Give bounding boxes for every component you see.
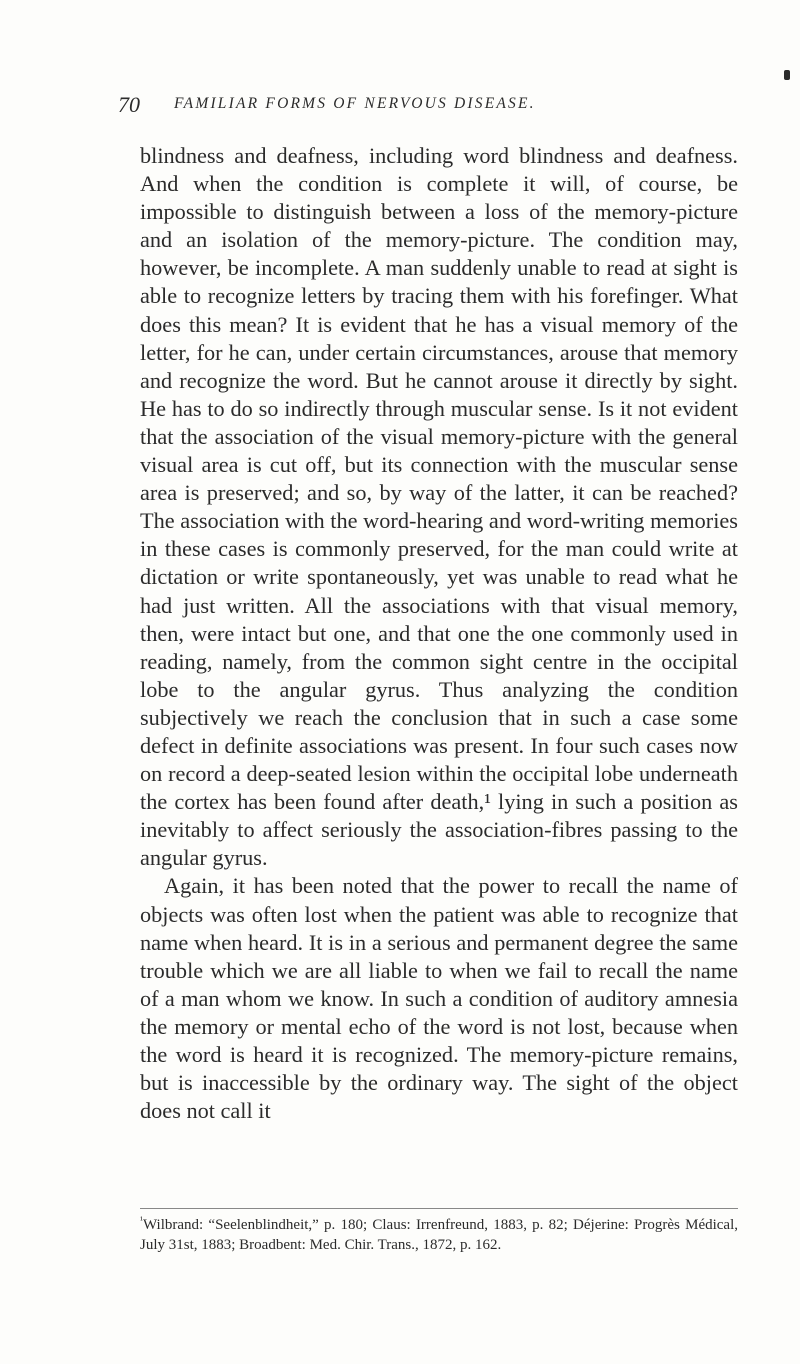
running-head: [118, 92, 738, 122]
footnote: [140, 1211, 738, 1255]
body-text: [140, 142, 738, 1125]
footnote-text: Wilbrand: “Seelenblindheit,” p. 180; Claus: Irrenfreund, 1883, p. 82; Déjerine: Progrès Médical, July 31st, 1883; Broadbent: Med. Chir. Trans., 1872, p. 162.: [140, 1217, 738, 1253]
footnote-marker: ¹: [140, 1215, 143, 1226]
running-title: FAMILIAR FORMS OF NERVOUS DISEASE.: [174, 95, 536, 112]
page-number: 70: [118, 92, 140, 117]
paragraph: Again, it has been noted that the power to recall the name of objects was often lost when the patient was able to recognize that name when heard. It is in a serious and permanent degree the same trouble which we are all liable to when we fail to recall the name of a man whom we know. In such a condition of auditory amnesia the memory or mental echo of the word is not lost, because when the word is heard it is recognized. The memory-picture remains, but is inaccessible by the ordinary way. The sight of the object does not call it: [140, 873, 738, 1124]
paragraph: blindness and deafness, including word blindness and deafness. And when the condition is complete it will, of course, be impossible to distinguish between a loss of the memory-picture and an isolation of the memory-picture. The condition may, however, be incomplete. A man suddenly unable to read at sight is able to recognize letters by tracing them with his forefinger. What does this mean? It is evident that he has a visual memory of the letter, for he can, under certain circumstances, arouse that memory and recognize the word. But he cannot arouse it directly by sight. He has to do so indirectly through muscular sense. Is it not evident that the association of the visual memory-picture with the general visual area is cut off, but its connection with the muscular sense area is preserved; and so, by way of the latter, it can be reached? The association with the word-hearing and word-writing memories in these cases is commonly preserved, for the man could write at dictation or write spontaneously, yet was unable to read what he had just written. All the associations with that visual memory, then, were intact but one, and that one the one commonly used in reading, namely, from the common sight centre in the occipital lobe to the angular gyrus. Thus analyzing the condition subjectively we reach the conclusion that in such a case some defect in definite associations was present. In four such cases now on record a deep-seated lesion within the occipital lobe underneath the cortex has been found after death,¹ lying in such a position as inevitably to affect seriously the association-fibres passing to the angular gyrus.: [140, 143, 738, 871]
scan-mark: [784, 70, 790, 80]
footnote-rule: [140, 1208, 738, 1209]
